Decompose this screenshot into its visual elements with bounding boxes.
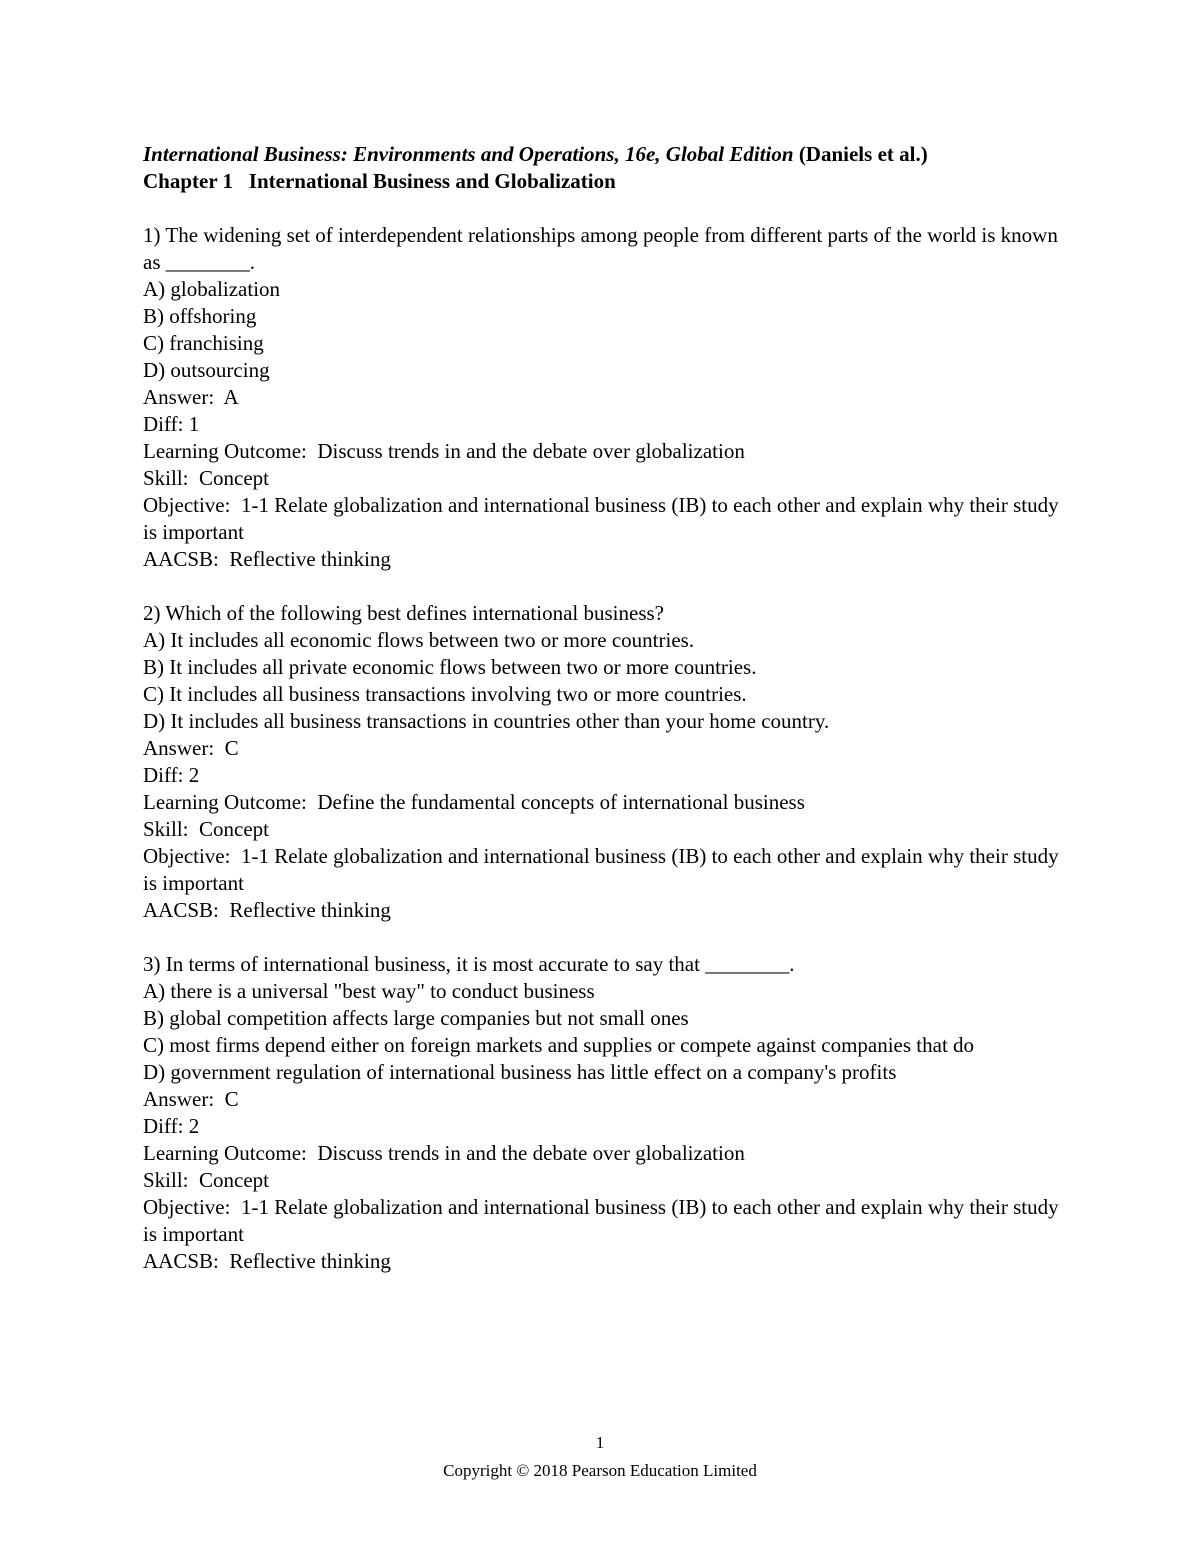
- answer-option: B) global competition affects large companies but not small ones: [143, 1006, 689, 1030]
- answer-option: A) globalization: [143, 277, 281, 301]
- answer-option: D) government regulation of international business has little effect on a company's profits: [143, 1060, 897, 1084]
- copyright-notice: Copyright © 2018 Pearson Education Limited: [443, 1461, 757, 1480]
- chapter-heading: [143, 168, 1063, 195]
- difficulty: Diff: 1: [143, 412, 200, 436]
- aacsb: AACSB: Reflective thinking: [143, 547, 391, 571]
- difficulty: Diff: 2: [143, 1114, 200, 1138]
- aacsb: AACSB: Reflective thinking: [143, 1249, 391, 1273]
- skill: Skill: Concept: [143, 1168, 269, 1192]
- page-content: [143, 141, 1063, 1275]
- skill: Skill: Concept: [143, 817, 269, 841]
- book-title-line: [143, 141, 1063, 168]
- question-stem: 2) Which of the following best defines international business?: [143, 601, 664, 625]
- answer-option: C) most firms depend either on foreign markets and supplies or compete against companies that do: [143, 1033, 975, 1057]
- learning-outcome: Learning Outcome: Discuss trends in and the debate over globalization: [143, 439, 745, 463]
- chapter-title: International Business and Globalization: [248, 169, 616, 193]
- aacsb: AACSB: Reflective thinking: [143, 898, 391, 922]
- question-block-2: [143, 600, 1063, 924]
- chapter-label: Chapter 1: [143, 169, 234, 193]
- difficulty: Diff: 2: [143, 763, 200, 787]
- objective: Objective: 1-1 Relate globalization and international business (IB) to each other and explain why their study is important: [143, 493, 1064, 544]
- answer-option: D) It includes all business transactions in countries other than your home country.: [143, 709, 830, 733]
- answer-option: A) there is a universal "best way" to conduct business: [143, 979, 595, 1003]
- answer-option: C) franchising: [143, 331, 264, 355]
- page-number: 1: [595, 1433, 605, 1452]
- question-stem: 3) In terms of international business, it is most accurate to say that ________.: [143, 952, 795, 976]
- skill: Skill: Concept: [143, 466, 269, 490]
- question-block-3: [143, 951, 1063, 1275]
- book-title: International Business: Environments and Operations, 16e, Global Edition: [143, 142, 794, 166]
- answer-option: D) outsourcing: [143, 358, 270, 382]
- question-block-1: [143, 222, 1063, 573]
- question-stem: 1) The widening set of interdependent relationships among people from different parts of the world is known as ________.: [143, 223, 1058, 274]
- book-authors: (Daniels et al.): [793, 142, 928, 166]
- objective: Objective: 1-1 Relate globalization and international business (IB) to each other and explain why their study is important: [143, 844, 1064, 895]
- answer-key: Answer: A: [143, 385, 239, 409]
- answer-option: B) It includes all private economic flows between two or more countries.: [143, 655, 757, 679]
- learning-outcome: Learning Outcome: Discuss trends in and the debate over globalization: [143, 1141, 745, 1165]
- answer-option: B) offshoring: [143, 304, 257, 328]
- objective: Objective: 1-1 Relate globalization and international business (IB) to each other and explain why their study is important: [143, 1195, 1064, 1246]
- answer-key: Answer: C: [143, 736, 239, 760]
- answer-option: C) It includes all business transactions involving two or more countries.: [143, 682, 747, 706]
- spacer: [143, 195, 1063, 222]
- answer-key: Answer: C: [143, 1087, 239, 1111]
- spacer: [143, 573, 1063, 600]
- answer-option: A) It includes all economic flows between two or more countries.: [143, 628, 695, 652]
- spacer: [143, 924, 1063, 951]
- learning-outcome: Learning Outcome: Define the fundamental concepts of international business: [143, 790, 805, 814]
